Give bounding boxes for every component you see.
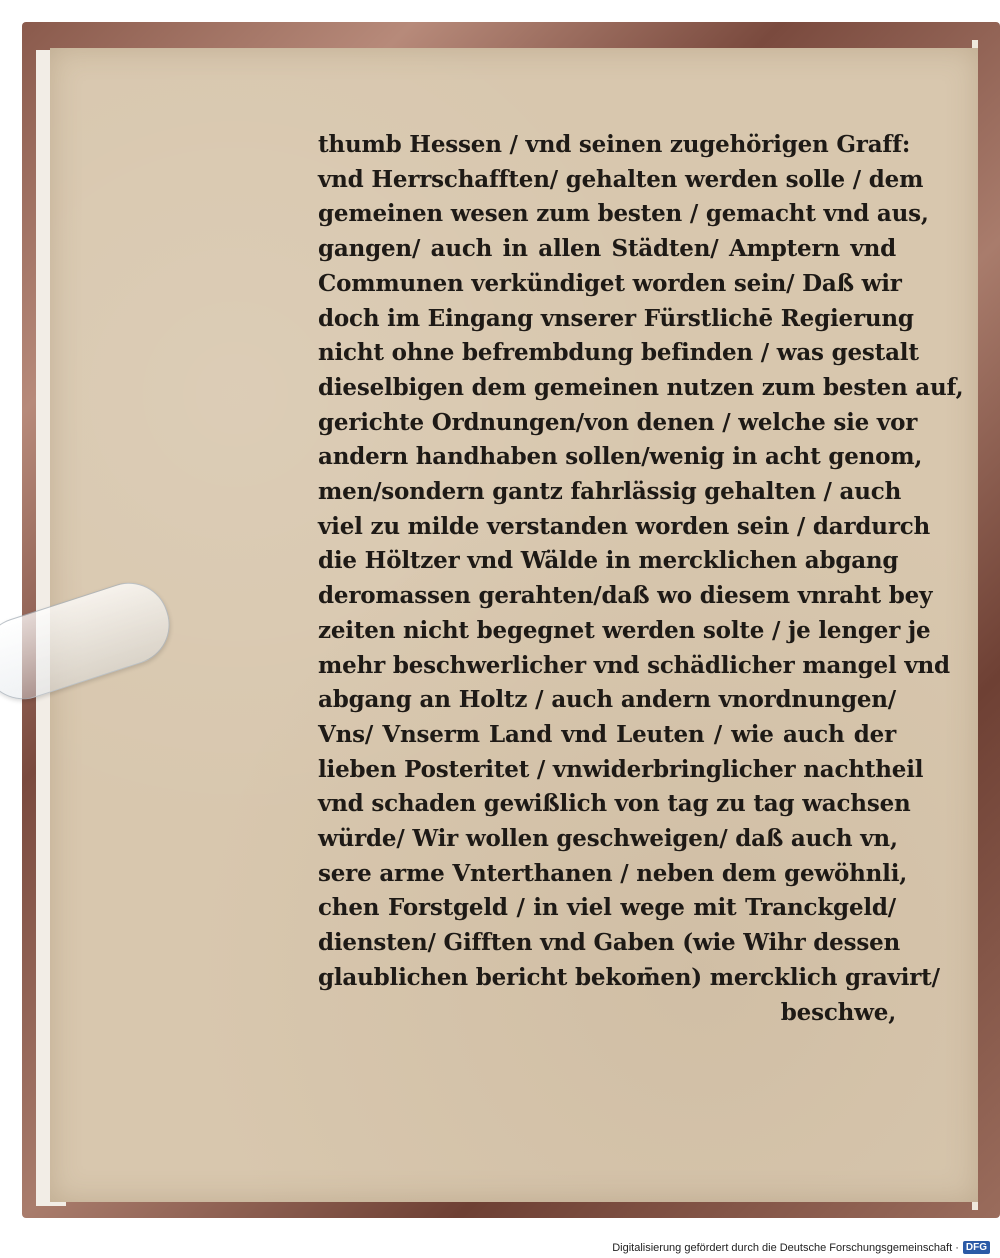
page-text — [318, 128, 964, 1030]
funding-note: Digitalisierung gefördert durch die Deutsche Forschungsgemeinschaft · — [612, 1241, 959, 1254]
text-line: würde/ Wir wollen geschweigen/ daß auch vn, — [318, 825, 898, 853]
text-line: doch im Eingang vnserer Fürstlichē Regierung — [318, 304, 914, 332]
footer — [612, 1241, 990, 1254]
text-line: gangen/ auch in allen Städten/ Amptern vnd — [318, 235, 896, 263]
text-line: abgang an Holtz / auch andern vnordnungen/ — [318, 686, 896, 714]
text-line: viel zu milde verstanden worden sein / dardurch — [318, 512, 931, 540]
text-line: nicht ohne befrembdung befinden / was gestalt — [318, 339, 919, 367]
text-line: chen Forstgeld / in viel wege mit Tranckgeld/ — [318, 894, 896, 922]
text-line: men/sondern gantz fahrlässig gehalten / auch — [318, 478, 902, 506]
text-line: andern handhaben sollen/wenig in acht genom, — [318, 443, 923, 471]
text-line: vnd Herrschafften/ gehalten werden solle / dem — [318, 165, 924, 193]
dfg-logo-icon: DFG — [963, 1241, 990, 1254]
text-line: lieben Posteritet / vnwiderbringlicher nachtheil — [318, 755, 924, 783]
text-line: glaublichen bericht bekom̄en) mercklich gravirt/ — [318, 963, 940, 991]
text-line: Communen verkündiget worden sein/ Daß wir — [318, 269, 902, 297]
text-line: diensten/ Gifften vnd Gaben (wie Wihr dessen — [318, 929, 901, 957]
text-line: vnd schaden gewißlich von tag zu tag wachsen — [318, 790, 911, 818]
text-line: Vns/ Vnserm Land vnd Leuten / wie auch der — [318, 720, 896, 748]
text-line: deromassen gerahten/daß wo diesem vnraht bey — [318, 582, 933, 610]
text-line: die Höltzer vnd Wälde in mercklichen abgang — [318, 547, 899, 575]
text-line: zeiten nicht begegnet werden solte / je lenger je — [318, 616, 931, 644]
text-line: mehr beschwerlicher vnd schädlicher mangel vnd — [318, 651, 950, 679]
text-line: gemeinen wesen zum besten / gemacht vnd aus, — [318, 200, 929, 228]
text-line: dieselbigen dem gemeinen nutzen zum besten auf, — [318, 373, 964, 401]
text-line: gerichte Ordnungen/von denen / welche sie vor — [318, 408, 918, 436]
catchword: beschwe, — [780, 998, 896, 1026]
text-line: sere arme Vnterthanen / neben dem gewöhnli, — [318, 859, 908, 887]
text-line: thumb Hessen / vnd seinen zugehörigen Graff: — [318, 131, 911, 158]
